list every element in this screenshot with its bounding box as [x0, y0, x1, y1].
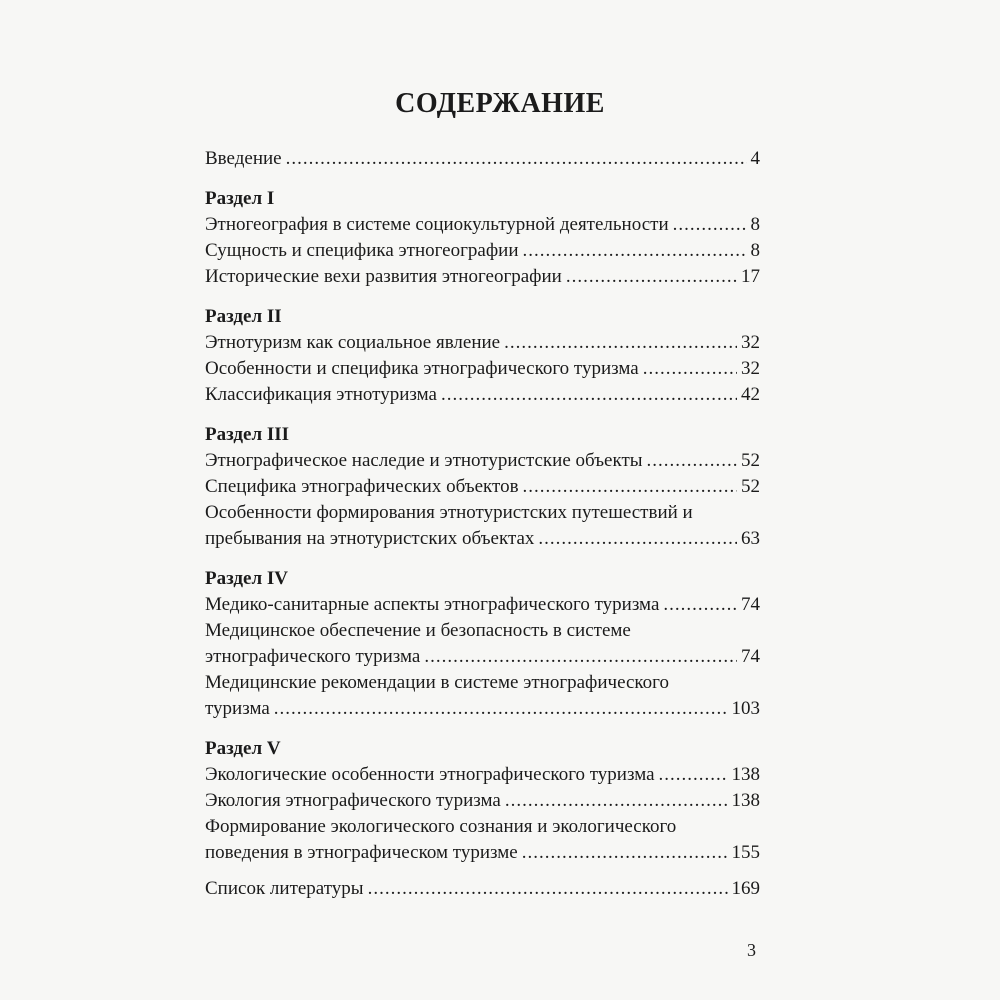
toc-entry-label: Этногеография в системе социокультурной деятельности	[205, 214, 669, 235]
toc-entry-label: Экология этнографического туризма	[205, 790, 501, 811]
toc-section	[205, 736, 760, 866]
spacer	[205, 866, 760, 876]
toc-section	[205, 186, 760, 290]
dot-leader	[504, 330, 737, 356]
toc-entry[interactable]	[205, 330, 760, 356]
toc-entry[interactable]	[205, 500, 760, 552]
toc-entry-line	[205, 840, 760, 866]
toc-entry-label: Экологические особенности этнографического туризма	[205, 764, 655, 785]
toc-section	[205, 304, 760, 408]
toc-entry-line	[205, 356, 760, 382]
toc-entry-page: 103	[731, 698, 760, 719]
toc-entry-label: поведения в этнографическом туризме	[205, 842, 518, 863]
toc-entry[interactable]	[205, 474, 760, 500]
toc-entry-line	[205, 330, 760, 356]
toc-entry-page: 74	[741, 646, 760, 667]
dot-leader	[522, 840, 728, 866]
toc-entry-page: 74	[741, 594, 760, 615]
toc-entry-page: 4	[750, 148, 760, 169]
toc-entry[interactable]	[205, 448, 760, 474]
toc-entry-line	[205, 238, 760, 264]
toc-entry-page: 155	[731, 842, 760, 863]
toc-entry-label: туризма	[205, 698, 270, 719]
dot-leader	[673, 212, 747, 238]
toc-entry-line	[205, 696, 760, 722]
toc-entry-line	[205, 264, 760, 290]
toc-entry-line	[205, 526, 760, 552]
toc-entry-page: 32	[741, 332, 760, 353]
dot-leader	[368, 876, 728, 902]
toc-entry-line	[205, 474, 760, 500]
toc-entry-label: Этнотуризм как социальное явление	[205, 332, 501, 353]
toc-entry-page: 32	[741, 358, 760, 379]
toc-sections	[205, 186, 760, 866]
toc-entry-page: 8	[750, 240, 760, 261]
toc-entry-label: Медико-санитарные аспекты этнографического туризма	[205, 594, 660, 615]
toc-entry-label: Классификация этнотуризма	[205, 384, 437, 405]
dot-leader	[523, 474, 737, 500]
page-title: СОДЕРЖАНИЕ	[395, 88, 605, 119]
toc-entry[interactable]	[205, 264, 760, 290]
toc-entry-page: 63	[741, 528, 760, 549]
toc-entry[interactable]	[205, 592, 760, 618]
toc-entry-page: 52	[741, 476, 760, 497]
toc-entry-line	[205, 448, 760, 474]
toc-entry-line	[205, 592, 760, 618]
dot-leader	[643, 356, 737, 382]
toc-entry[interactable]	[205, 618, 760, 670]
toc-entry-label: Особенности и специфика этнографического туризма	[205, 358, 639, 379]
section-heading: Раздел III	[205, 424, 290, 445]
dot-leader	[274, 696, 728, 722]
section-heading: Раздел I	[205, 188, 275, 209]
toc-entry[interactable]	[205, 762, 760, 788]
toc-entry-label: Этнографическое наследие и этнотуристские объекты	[205, 450, 643, 471]
toc-entry[interactable]	[205, 788, 760, 814]
toc-entry-label: этнографического туризма	[205, 646, 421, 667]
section-heading: Раздел II	[205, 306, 282, 327]
toc-entry-line	[205, 788, 760, 814]
dot-leader	[523, 238, 747, 264]
toc-entry-page: 17	[741, 266, 760, 287]
toc-entry-line	[205, 212, 760, 238]
dot-leader	[286, 146, 747, 172]
toc-entry[interactable]	[205, 212, 760, 238]
toc-entry[interactable]	[205, 238, 760, 264]
section-heading: Раздел IV	[205, 568, 288, 589]
dot-leader	[538, 526, 737, 552]
table-of-contents	[205, 146, 760, 902]
toc-entry-label-line: Медицинские рекомендации в системе этнографического	[205, 672, 670, 693]
toc-entry-label-line: Медицинское обеспечение и безопасность в системе	[205, 620, 631, 641]
toc-entry-page: 52	[741, 450, 760, 471]
dot-leader	[659, 762, 728, 788]
toc-entry-label-line: Формирование экологического сознания и экологического	[205, 816, 677, 837]
dot-leader	[566, 264, 737, 290]
toc-entry-line	[205, 382, 760, 408]
toc-entry-line	[205, 644, 760, 670]
dot-leader	[424, 644, 737, 670]
page-number: 3	[747, 940, 756, 960]
toc-entry-page: 8	[750, 214, 760, 235]
dot-leader	[647, 448, 737, 474]
dot-leader	[505, 788, 728, 814]
toc-entry-page: 138	[731, 790, 760, 811]
toc-entry-page: 42	[741, 384, 760, 405]
toc-entry-label: Специфика этнографических объектов	[205, 476, 519, 497]
toc-entry-page: 138	[731, 764, 760, 785]
toc-entry[interactable]	[205, 814, 760, 866]
section-heading: Раздел V	[205, 738, 281, 759]
toc-entry-label: Введение	[205, 148, 282, 169]
toc-entry-label: Список литературы	[205, 878, 364, 899]
toc-section	[205, 422, 760, 552]
toc-entry-page: 169	[731, 878, 760, 899]
toc-entry-label: пребывания на этнотуристских объектах	[205, 528, 535, 549]
toc-section	[205, 566, 760, 722]
toc-entry[interactable]	[205, 670, 760, 722]
toc-entry-label-line: Особенности формирования этнотуристских путешествий и	[205, 502, 693, 523]
toc-entry-label: Сущность и специфика этногеографии	[205, 240, 519, 261]
toc-entry-line	[205, 762, 760, 788]
dot-leader	[441, 382, 737, 408]
toc-entry[interactable]	[205, 356, 760, 382]
toc-entry[interactable]	[205, 382, 760, 408]
toc-entry-label: Исторические вехи развития этногеографии	[205, 266, 562, 287]
dot-leader	[663, 592, 737, 618]
toc-entry-bibliography[interactable]	[205, 876, 760, 902]
toc-entry-intro[interactable]	[205, 146, 760, 172]
